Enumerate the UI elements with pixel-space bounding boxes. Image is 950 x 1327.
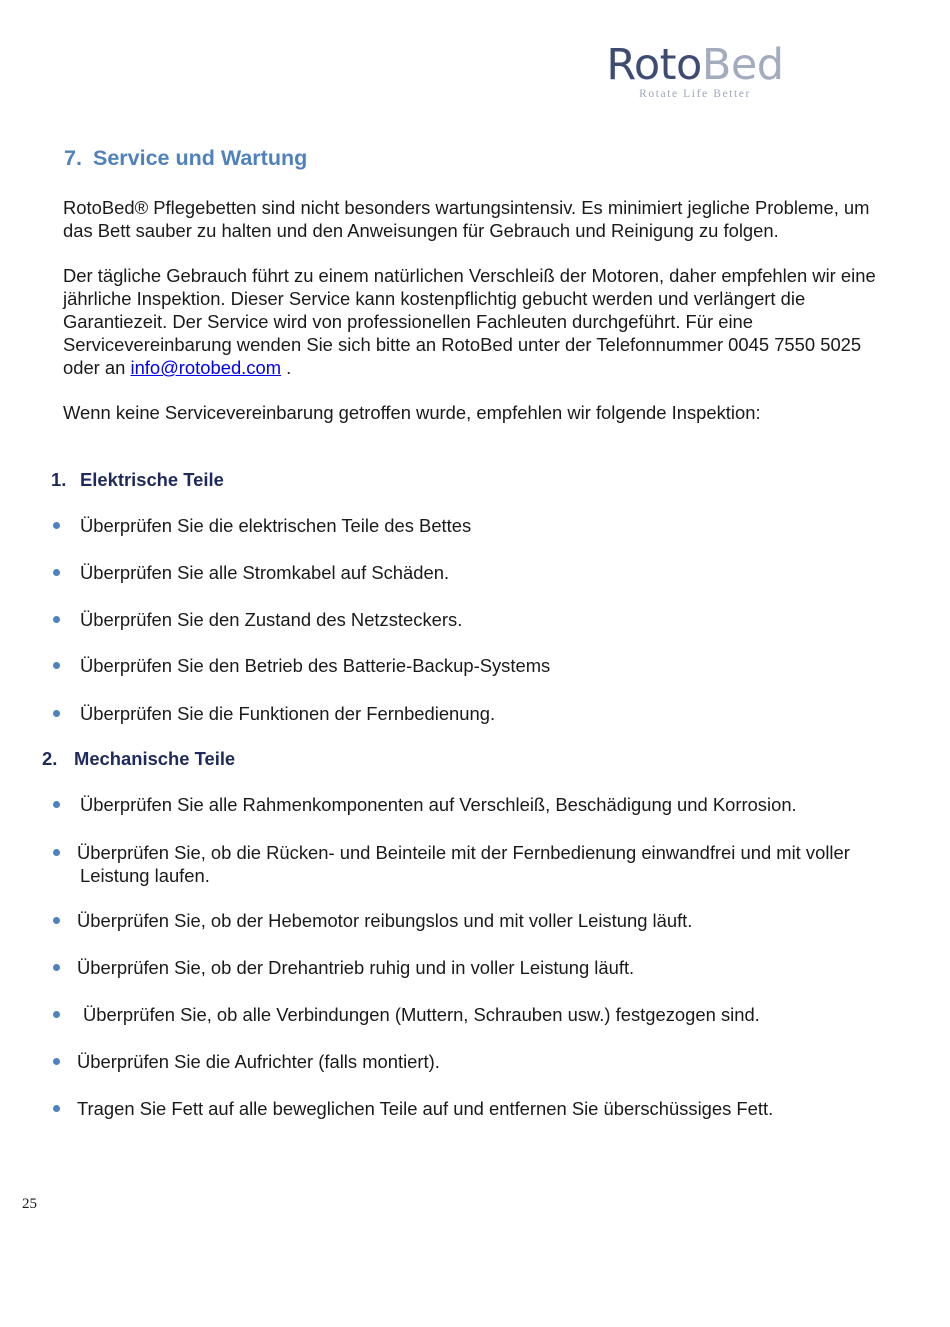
- intro-paragraph-2-text: Der tägliche Gebrauch führt zu einem natürlichen Verschleiß der Motoren, daher empfehlen wir eine jährliche Inspektion. Dieser Service kann kostenpflichtig gebucht werden und verlängert die Garantiezeit. Der Service wird von professionellen Fachleuten durchgeführt. Für eine Servicevereinbarung wenden Sie sich bitte an RotoBed unter der Telefonnummer 0045 7550 5025 oder an: [63, 265, 876, 378]
- intro-paragraph-2: [63, 264, 893, 379]
- mechanical-number: 2.: [42, 748, 58, 769]
- electrical-number: 1.: [51, 469, 67, 490]
- mechanical-heading: [42, 748, 235, 770]
- list-item-text: Überprüfen Sie die Aufrichter (falls montiert).: [77, 1051, 440, 1072]
- list-item-text: Überprüfen Sie, ob alle Verbindungen (Muttern, Schrauben usw.) festgezogen sind.: [83, 1004, 760, 1025]
- list-item-text: Überprüfen Sie die elektrischen Teile des Bettes: [80, 515, 472, 536]
- bullet-icon: [53, 917, 60, 924]
- mechanical-title: Mechanische Teile: [74, 748, 236, 769]
- list-item-text: Überprüfen Sie den Betrieb des Batterie-Backup-Systems: [80, 655, 551, 676]
- page-number: 25: [22, 1196, 37, 1212]
- logo-wordmark: [604, 42, 786, 88]
- electrical-heading: [51, 469, 224, 491]
- bullet-icon: [53, 964, 60, 971]
- list-item-text: Tragen Sie Fett auf alle beweglichen Teile auf und entfernen Sie überschüssiges Fett.: [77, 1098, 774, 1119]
- email-link[interactable]: info@rotobed.com: [130, 357, 282, 378]
- list-item-text: Überprüfen Sie alle Stromkabel auf Schäden.: [80, 562, 450, 583]
- logo-bed: Bed: [701, 40, 784, 90]
- bullet-icon: [53, 1058, 60, 1065]
- bullet-icon: [53, 710, 60, 717]
- section-title: Service und Wartung: [93, 146, 308, 170]
- bullet-icon: [53, 662, 60, 669]
- bullet-icon: [53, 1105, 60, 1112]
- bullet-icon: [53, 522, 60, 529]
- list-item-text: Überprüfen Sie, ob die Rücken- und Beinteile mit der Fernbedienung einwandfrei und mit voller: [77, 842, 850, 863]
- intro-paragraph-3: Wenn keine Servicevereinbarung getroffen wurde, empfehlen wir folgende Inspektion:: [63, 402, 761, 423]
- list-item-text: Überprüfen Sie den Zustand des Netzsteckers.: [80, 609, 463, 630]
- bullet-icon: [53, 569, 60, 576]
- logo-tagline: Rotate Life Better: [639, 88, 751, 100]
- bullet-icon: [53, 1011, 60, 1018]
- bullet-icon: [53, 801, 60, 808]
- intro-paragraph-2-end: .: [281, 357, 292, 378]
- section-heading: [64, 146, 307, 171]
- intro-paragraph-1: RotoBed® Pflegebetten sind nicht besonders wartungsintensiv. Es minimiert jegliche Probleme, um das Bett sauber zu halten und den Anweisungen für Gebrauch und Reinigung zu folgen.: [63, 197, 870, 241]
- list-item-text: Überprüfen Sie alle Rahmenkomponenten auf Verschleiß, Beschädigung und Korrosion.: [80, 794, 797, 815]
- list-item-text: Überprüfen Sie, ob der Drehantrieb ruhig und in voller Leistung läuft.: [77, 957, 635, 978]
- section-number: 7.: [64, 146, 82, 170]
- list-item-text: Überprüfen Sie die Funktionen der Fernbedienung.: [80, 703, 496, 724]
- rotobed-logo: [604, 42, 786, 100]
- logo-roto: Roto: [606, 40, 702, 90]
- electrical-title: Elektrische Teile: [80, 469, 224, 490]
- list-item-text: Überprüfen Sie, ob der Hebemotor reibungslos und mit voller Leistung läuft.: [77, 910, 693, 931]
- list-item-text-continued: Leistung laufen.: [80, 865, 210, 886]
- bullet-icon: [53, 849, 60, 856]
- bullet-icon: [53, 616, 60, 623]
